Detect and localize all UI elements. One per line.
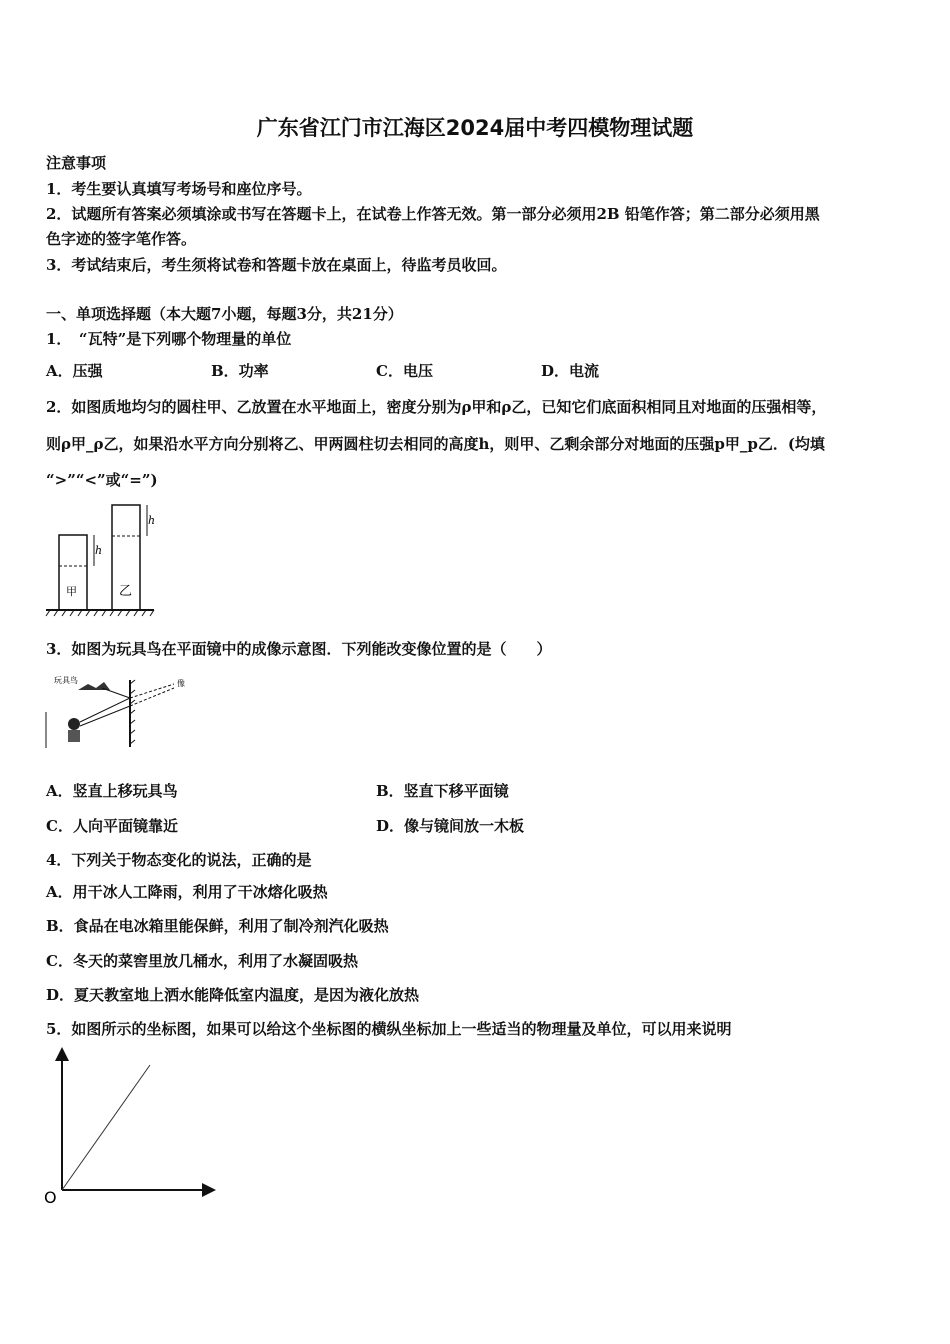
cylinder-jia	[59, 535, 87, 610]
origin-label: O	[44, 1188, 57, 1207]
q3-option-a: A．竖直上移玩具鸟	[46, 782, 178, 800]
q4-option-b: B．食品在电冰箱里能保鲜，利用了制冷剂汽化吸热	[46, 917, 389, 935]
q2-line-2: 则ρ甲_ρ乙，如果沿水平方向分别将乙、甲两圆柱切去相同的高度h，则甲、乙剩余部分对地面的压强p甲_p乙．(均填	[46, 435, 825, 453]
q2-cylinders-figure	[44, 500, 159, 620]
q1-option-b: B．功率	[211, 362, 269, 380]
exam-title: 广东省江门市江海区2024届中考四模物理试题	[256, 116, 694, 140]
q2-line-3: “>”“<”或“=”)	[46, 471, 158, 489]
q4-stem: 4．下列关于物态变化的说法，正确的是	[46, 851, 312, 869]
image-label: 像	[177, 679, 185, 688]
q2-line-1: 2．如图质地均匀的圆柱甲、乙放置在水平地面上，密度分别为ρ甲和ρ乙，已知它们底面积相同且对地面的压强相等，	[46, 398, 827, 416]
q1-option-d: D．电流	[541, 362, 600, 380]
label-jia: 甲	[66, 585, 77, 598]
q1-option-a: A．压强	[46, 362, 103, 380]
q5-stem: 5．如图所示的坐标图，如果可以给这个坐标图的横纵坐标加上一些适当的物理量及单位，可以用来说明	[46, 1020, 732, 1038]
q3-option-c: C．人向平面镜靠近	[46, 817, 178, 835]
notice-heading: 注意事项	[46, 154, 107, 172]
q3-mirror-figure	[44, 672, 194, 752]
q1-option-c: C．电压	[376, 362, 433, 380]
notice-item-2: 2．试题所有答案必须填涂或书写在答题卡上，在试卷上作答无效。第一部分必须用2B 铅笔作答；第二部分必须用黑	[46, 205, 820, 223]
section-heading: 一、单项选择题（本大题7小题，每题3分，共21分）	[46, 305, 403, 323]
x-axis-arrow	[202, 1183, 216, 1197]
graph-line	[62, 1065, 150, 1190]
incident-ray	[102, 688, 130, 698]
h-label-jia: h	[95, 544, 103, 557]
notice-item-2-cont: 色字迹的签字笔作答。	[46, 230, 197, 248]
q4-option-d: D．夏天教室地上洒水能降低室内温度，是因为液化放热	[46, 986, 420, 1004]
bird-label: 玩具鸟	[54, 676, 78, 685]
reflected-ray-2	[80, 706, 130, 726]
y-axis-arrow	[55, 1047, 69, 1061]
h-label-yi: h	[148, 514, 156, 527]
q4-option-a: A．用干冰人工降雨，利用了干冰熔化吸热	[46, 883, 328, 901]
q1-stem: 1． “瓦特”是下列哪个物理量的单位	[46, 330, 292, 348]
q3-stem: 3．如图为玩具鸟在平面镜中的成像示意图．下列能改变像位置的是（ ）	[46, 640, 552, 658]
q4-option-c: C．冬天的菜窖里放几桶水，利用了水凝固吸热	[46, 952, 358, 970]
observer-head-icon	[68, 718, 80, 730]
q3-option-d: D．像与镜间放一木板	[376, 817, 525, 835]
label-yi: 乙	[119, 584, 133, 599]
virtual-ray-2	[130, 688, 174, 706]
q5-coordinate-graph	[40, 1045, 230, 1210]
observer-body-icon	[68, 730, 80, 742]
notice-item-1: 1．考生要认真填写考场号和座位序号。	[46, 180, 312, 198]
q3-option-b: B．竖直下移平面镜	[376, 782, 509, 800]
notice-item-3: 3．考试结束后，考生须将试卷和答题卡放在桌面上，待监考员收回。	[46, 256, 507, 274]
reflected-ray-1	[80, 698, 130, 722]
